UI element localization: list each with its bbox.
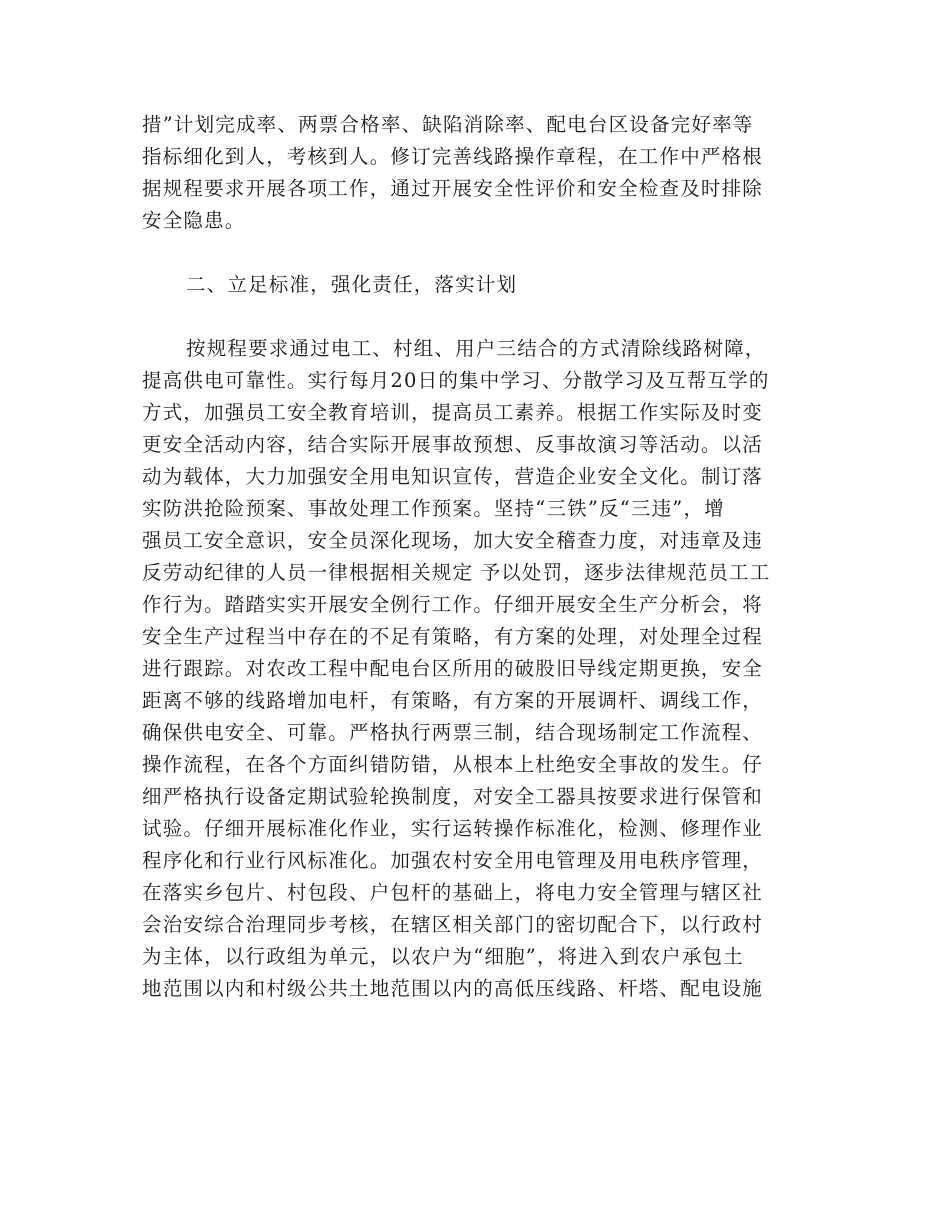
text-line: 强员工安全意识，安全员深化现场，加大安全稽查力度，对违章及违: [142, 529, 764, 552]
text-line: 安全隐患。: [142, 209, 246, 232]
text-line: 地范围以内和村级公共土地范围以内的高低压线路、杆塔、配电设施: [142, 977, 764, 1000]
text-line: 确保供电安全、可靠。严格执行两票三制，结合现场制定工作流程、: [142, 721, 764, 744]
text-line: 距离不够的线路增加电杆，有策略，有方案的开展调杆、调线工作，: [142, 689, 764, 712]
section-heading: 二、立足标准，强化责任，落实计划: [186, 273, 518, 296]
text-line: 会治安综合治理同步考核，在辖区相关部门的密切配合下，以行政村: [142, 913, 764, 936]
text-line: 动为载体，大力加强安全用电知识宣传，营造企业安全文化。制订落: [142, 465, 764, 488]
text-line: 操作流程，在各个方面纠错防错，从根本上杜绝安全事故的发生。仔: [142, 753, 764, 776]
text-line: 在落实乡包片、村包段、户包杆的基础上，将电力安全管理与辖区社: [142, 881, 764, 904]
text-line: 安全生产过程当中存在的不足有策略，有方案的处理，对处理全过程: [142, 625, 764, 648]
text-line: 反劳动纪律的人员一律根据相关规定 予以处罚，逐步法律规范员工工: [142, 561, 771, 584]
text-line: 进行跟踪。对农改工程中配电台区所用的破股旧导线定期更换，安全: [142, 657, 764, 680]
text-line: 按规程要求通过电工、村组、用户三结合的方式清除线路树障，: [186, 337, 766, 360]
text-line: 提高供电可靠性。实行每月20日的集中学习、分散学习及互帮互学的: [142, 369, 770, 392]
text-line: 实防洪抢险预案、事故处理工作预案。坚持“三铁”反“三违”，增: [142, 497, 725, 520]
text-line: 程序化和行业行风标准化。加强农村安全用电管理及用电秩序管理，: [142, 849, 764, 872]
text-line: 方式，加强员工安全教育培训，提高员工素养。根据工作实际及时变: [142, 401, 764, 424]
text-line: 更安全活动内容，结合实际开展事故预想、反事故演习等活动。以活: [142, 433, 764, 456]
text-line: 为主体，以行政组为单元，以农户为“细胞”，将进入到农户承包土: [142, 945, 744, 968]
text-line: 措”计划完成率、两票合格率、缺陷消除率、配电台区设备完好率等: [142, 113, 754, 136]
text-line: 细严格执行设备定期试验轮换制度，对安全工器具按要求进行保管和: [142, 785, 764, 808]
text-line: 指标细化到人，考核到人。修订完善线路操作章程，在工作中严格根: [142, 145, 764, 168]
text-line: 据规程要求开展各项工作，通过开展安全性评价和安全检查及时排除: [142, 177, 764, 200]
text-line: 试验。仔细开展标准化作业，实行运转操作标准化，检测、修理作业: [142, 817, 764, 840]
text-line: 作行为。踏踏实实开展安全例行工作。仔细开展安全生产分析会，将: [142, 593, 764, 616]
